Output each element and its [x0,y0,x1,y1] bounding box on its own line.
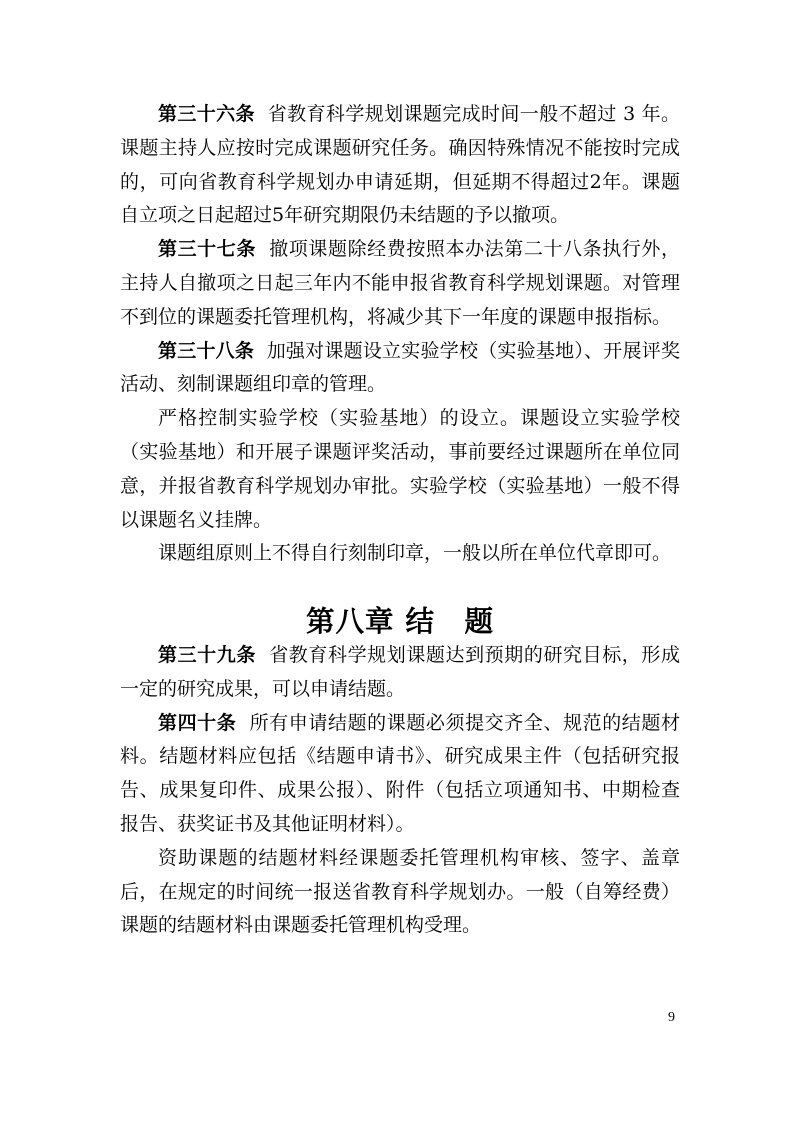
article-36-text: 省教育科学规划课题完成时间一般不超过 3 年。课题主持人应按时完成课题研究任务。确因特殊情况不能按时完成的，可向省教育科学规划办申请延期，但延期不得超过2年。课题自立项之日起超过5年研究期限仍未结题的予以撤项。 [120,103,680,227]
article-38-paragraph [120,335,680,403]
article-40-text: 所有申请结题的课题必须提交齐全、规范的结题材料。结题材料应包括《结题申请书》、研究成果主件（包括研究报告、成果复印件、成果公报）、附件（包括立项通知书、中期检查报告、获奖证书及其他证明材料）。 [120,711,680,835]
article-38-paragraph-2: 严格控制实验学校（实验基地）的设立。课题设立实验学校（实验基地）和开展子课题评奖活动，事前要经过课题所在单位同意，并报省教育科学规划办审批。实验学校（实验基地）一般不得以课题名义挂牌。 [120,407,680,531]
article-38-paragraph-3: 课题组原则上不得自行刻制印章，一般以所在单位代章即可。 [158,542,672,565]
chapter-8-heading: 第八章 结 题 [306,604,494,639]
article-36-label: 第三十六条 [158,103,255,125]
article-37-text: 撤项课题除经费按照本办法第二十八条执行外，主持人自撤项之日起三年内不能申报省教育科学规划课题。对管理不到位的课题委托管理机构，将减少其下一年度的课题申报指标。 [120,238,680,328]
article-38-text: 加强对课题设立实验学校（实验基地）、开展评奖活动、刻制课题组印章的管理。 [120,339,680,396]
article-37-label: 第三十七条 [158,238,256,261]
document-body [120,98,680,943]
article-37-paragraph [120,233,680,334]
article-36-paragraph [120,98,680,233]
article-38-label: 第三十八条 [158,339,255,362]
article-40-paragraph-2: 资助课题的结题材料经课题委托管理机构审核、签字、盖章后，在规定的时间统一报送省教育科学规划办。一般（自筹经费）课题的结题材料由课题委托管理机构受理。 [120,846,680,937]
article-39-text: 省教育科学规划课题达到预期的研究目标，形成一定的研究成果，可以申请结题。 [120,643,680,700]
page-number: 9 [668,1010,675,1025]
article-40-label: 第四十条 [158,711,237,734]
article-39-label: 第三十九条 [158,643,256,666]
article-40-paragraph [120,707,680,842]
article-39-paragraph [120,639,680,707]
